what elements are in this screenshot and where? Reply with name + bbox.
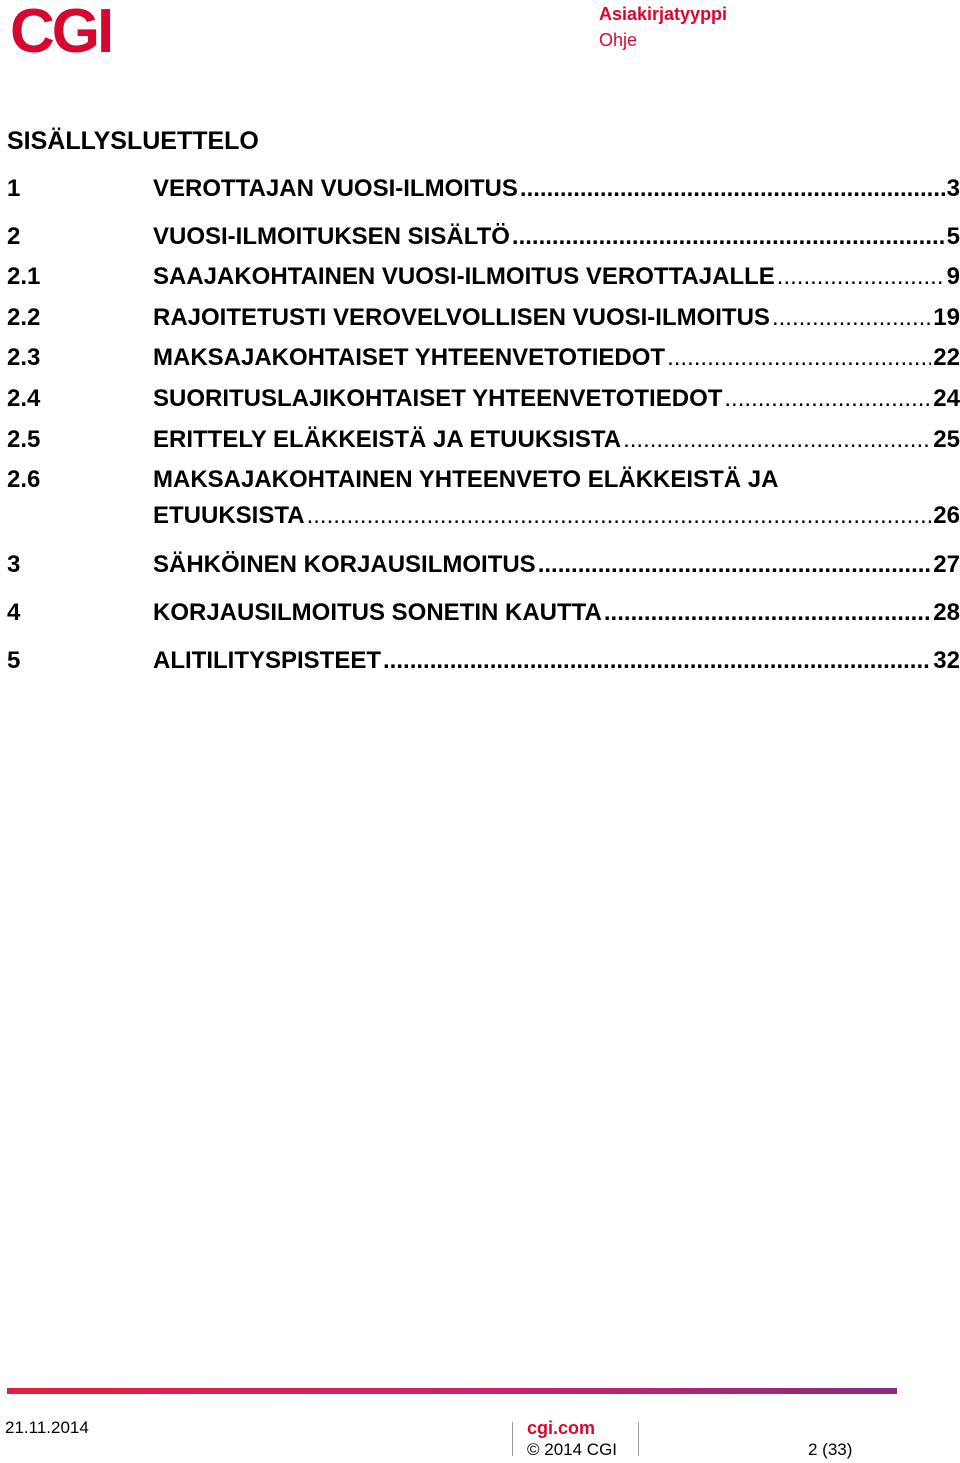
toc-entry-title: ALITILITYSPISTEET	[153, 647, 382, 674]
toc-entry-title: SÄHKÖINEN KORJAUSILMOITUS	[153, 551, 536, 578]
toc-entry-number: 4	[7, 599, 21, 626]
toc-entry-page: 19	[933, 304, 960, 331]
toc-entry-page: 9	[946, 263, 960, 290]
toc-leader-dots	[538, 547, 932, 583]
toc-leader-dots	[724, 381, 931, 417]
toc-entry-title-line-1: MAKSAJAKOHTAINEN YHTEENVETO ELÄKKEISTÄ JA	[153, 466, 779, 493]
toc-entry-number: 1	[7, 175, 21, 202]
toc-entry-number: 2.3	[7, 344, 41, 371]
toc-entry-title: KORJAUSILMOITUS SONETIN KAUTTA	[153, 599, 602, 626]
toc-entry-page: 22	[933, 344, 960, 371]
toc-entry-page: 27	[933, 551, 960, 578]
toc-leader-dots	[512, 219, 945, 255]
toc-entry-title: SAAJAKOHTAINEN VUOSI-ILMOITUS VEROTTAJALLE	[153, 263, 775, 290]
toc-leader-dots	[667, 340, 931, 376]
toc-entry-title: VEROTTAJAN VUOSI-ILMOITUS	[153, 175, 518, 202]
toc-entry-title-line-2: ETUUKSISTA	[153, 502, 305, 529]
footer-date: 21.11.2014	[5, 1418, 89, 1437]
toc-entry-title: MAKSAJAKOHTAISET YHTEENVETOTIEDOT	[153, 344, 666, 371]
footer-color-rule	[7, 1388, 897, 1394]
toc-title: SISÄLLYSLUETTELO	[7, 127, 259, 155]
toc-entry-page: 24	[933, 385, 960, 412]
cgi-logo	[10, 2, 132, 58]
toc-entry-number: 2.2	[7, 304, 41, 331]
toc-entry-page: 3	[946, 175, 960, 202]
toc-leader-dots	[383, 643, 931, 679]
toc-entry-number: 2.4	[7, 385, 41, 412]
cgi-logo-mark	[10, 2, 132, 58]
toc-entry-title: SUORITUSLAJIKOHTAISET YHTEENVETOTIEDOT	[153, 385, 723, 412]
toc-entry-number: 2.5	[7, 426, 41, 453]
toc-leader-dots	[307, 498, 932, 534]
toc-entry-number: 2.1	[7, 263, 41, 290]
toc-entry-number: 2	[7, 223, 21, 250]
toc-leader-dots	[623, 422, 931, 458]
cgi-logo-text: CGI	[10, 2, 112, 58]
toc-leader-dots	[772, 300, 931, 336]
toc-entry-number: 2.6	[7, 466, 41, 493]
footer-page-indicator: 2 (33)	[808, 1440, 853, 1459]
toc-entry-title: RAJOITETUSTI VEROVELVOLLISEN VUOSI-ILMOITUS	[153, 304, 770, 331]
footer-divider	[512, 1422, 513, 1456]
toc-entry-page: 28	[933, 599, 960, 626]
footer-website-link[interactable]: cgi.com	[527, 1418, 596, 1438]
toc-entry-page: 26	[933, 502, 960, 529]
toc-entry-page: 32	[933, 647, 960, 674]
toc-entry-page: 25	[933, 426, 960, 453]
toc-entry-number: 3	[7, 551, 21, 578]
footer-divider	[638, 1422, 639, 1456]
toc-entry-number: 5	[7, 647, 21, 674]
document-subtype: Ohje	[599, 30, 638, 50]
toc-entry-title: ERITTELY ELÄKKEISTÄ JA ETUUKSISTA	[153, 426, 622, 453]
toc-leader-dots	[520, 171, 945, 207]
toc-leader-dots	[604, 595, 931, 631]
toc-entry-page: 5	[946, 223, 960, 250]
toc-entry-title: VUOSI-ILMOITUKSEN SISÄLTÖ	[153, 223, 510, 250]
footer-copyright: © 2014 CGI	[527, 1440, 618, 1459]
document-type: Asiakirjatyyppi	[599, 4, 728, 24]
toc-leader-dots	[777, 259, 945, 295]
